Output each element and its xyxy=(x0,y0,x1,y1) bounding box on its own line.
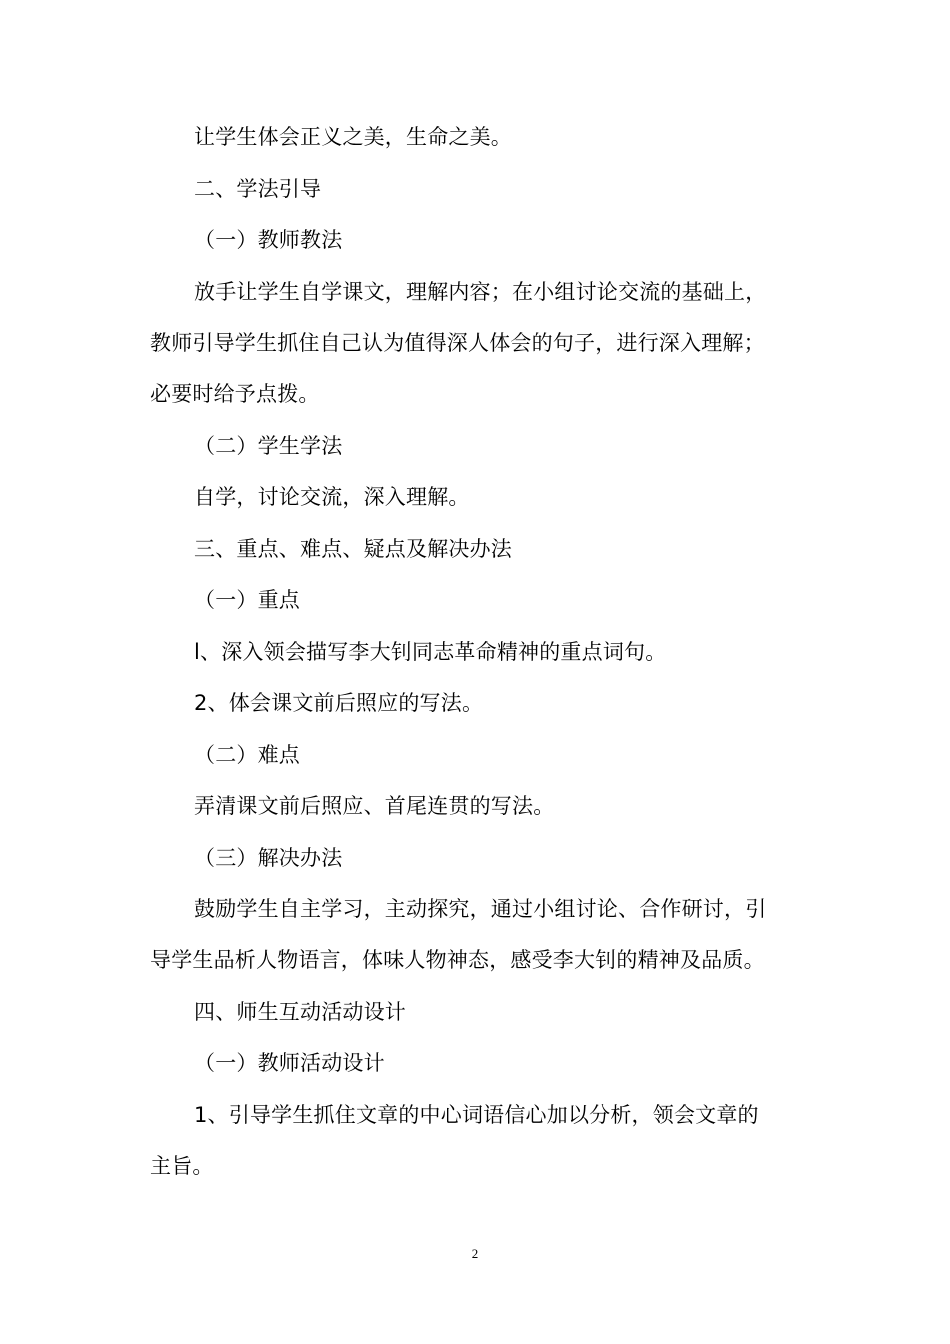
subheading-student-method: （二）学生学法 xyxy=(194,434,343,458)
paragraph-line: 自学，讨论交流，深入理解。 xyxy=(194,485,470,509)
subheading-key-points: （一）重点 xyxy=(194,588,300,612)
list-item: 2、体会课文前后照应的写法。 xyxy=(194,691,484,715)
section-heading-study-method: 二、学法引导 xyxy=(194,177,322,201)
list-item: 1、引导学生抓住文章的中心词语信心加以分析，领会文章的 xyxy=(194,1103,759,1127)
paragraph-line: 弄清课文前后照应、首尾连贯的写法。 xyxy=(194,794,555,818)
paragraph-line: 放手让学生自学课文，理解内容；在小组讨论交流的基础上， xyxy=(194,280,767,304)
section-heading-key-points: 三、重点、难点、疑点及解决办法 xyxy=(194,537,512,561)
subheading-solutions: （三）解决办法 xyxy=(194,846,343,870)
section-heading-interaction-design: 四、师生互动活动设计 xyxy=(194,1000,406,1024)
paragraph-line: 教师引导学生抓住自己认为值得深人体会的句子，进行深入理解； xyxy=(150,331,765,355)
paragraph-line: 导学生品析人物语言，体味人物神态，感受李大钊的精神及品质。 xyxy=(150,948,765,972)
paragraph-line: 必要时给予点拨。 xyxy=(150,382,320,406)
paragraph-line: 主旨。 xyxy=(150,1154,214,1178)
paragraph-line: 鼓励学生自主学习，主动探究，通过小组讨论、合作研讨，引 xyxy=(194,897,767,921)
subheading-teacher-method: （一）教师教法 xyxy=(194,228,343,252)
subheading-teacher-activity: （一）教师活动设计 xyxy=(194,1051,385,1075)
paragraph-line: 让学生体会正义之美，生命之美。 xyxy=(194,125,512,149)
page-number: 2 xyxy=(471,1246,479,1261)
list-item: l、深入领会描写李大钊同志革命精神的重点词句。 xyxy=(194,640,667,664)
subheading-difficulties: （二）难点 xyxy=(194,743,300,767)
